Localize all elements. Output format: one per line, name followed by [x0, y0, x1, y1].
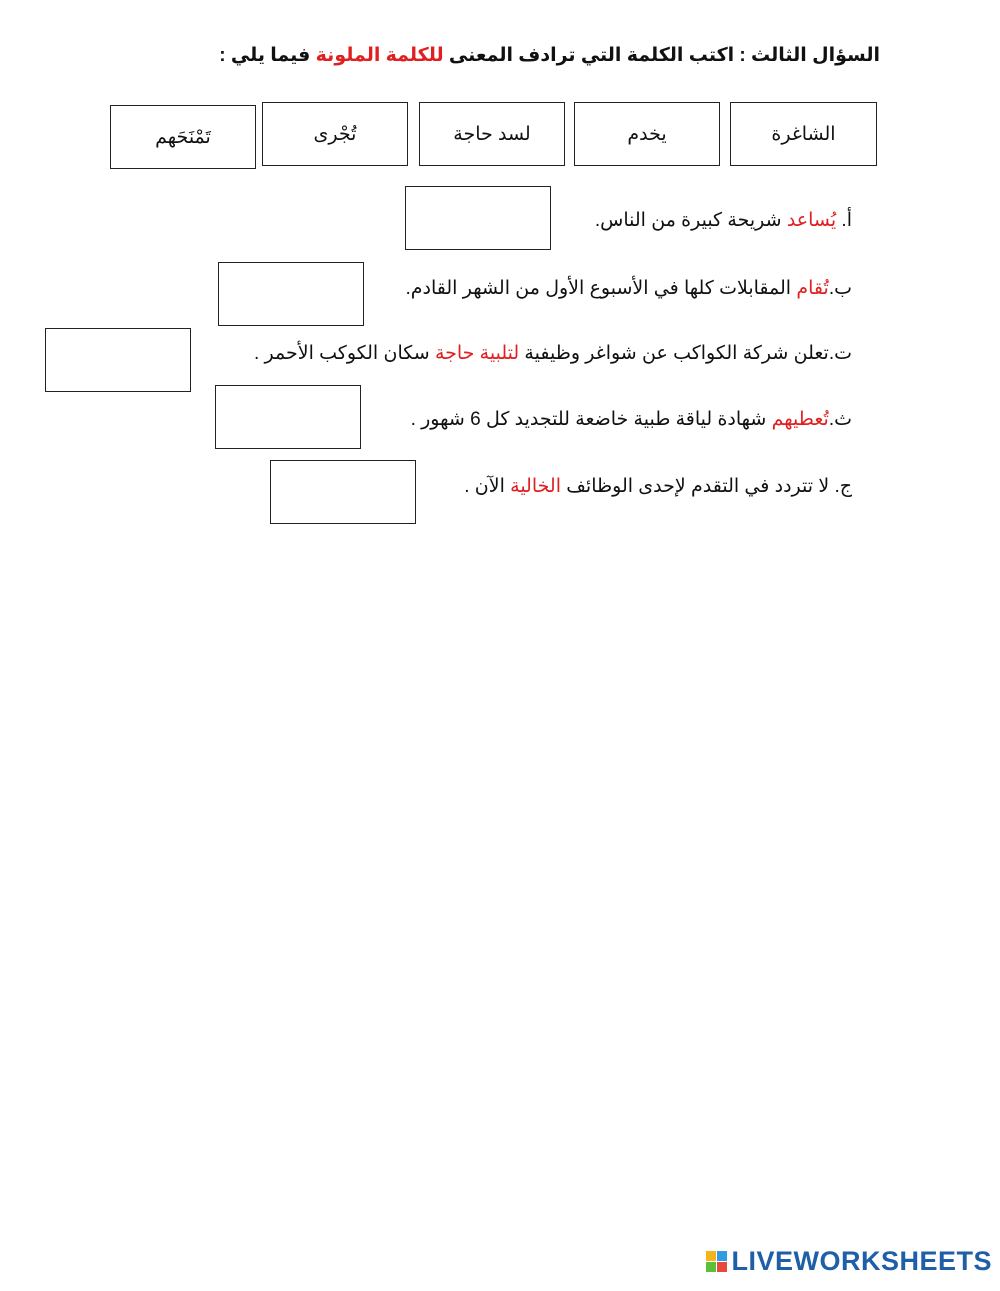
sentence-text: لا تتردد في التقدم لإحدى الوظائف	[560, 476, 835, 497]
brand-name: LIVEWORKSHEETS	[731, 1246, 992, 1276]
sentence-label: ج.	[834, 476, 852, 497]
question-highlight: للكلمة الملونة	[315, 45, 444, 66]
sentence-text: شهادة لياقة طبية خاضعة للتجديد كل 6 شهور .	[410, 409, 772, 430]
sentence-text: سكان الكوكب الأحمر .	[253, 343, 435, 364]
question-heading	[180, 44, 880, 67]
liveworksheets-logo-icon	[706, 1251, 727, 1272]
word-bank-item[interactable]: يخدم	[574, 102, 720, 166]
word-bank-item[interactable]: تَمْنَحَهم	[110, 105, 256, 169]
sentence-highlight: تُقام	[796, 278, 829, 299]
word-bank-item[interactable]: الشاغرة	[730, 102, 877, 166]
question-prefix: السؤال الثالث : اكتب الكلمة التي ترادف المعنى	[443, 45, 880, 66]
answer-box-d[interactable]	[215, 385, 361, 449]
liveworksheets-brand	[706, 1246, 992, 1277]
sentence-text: شريحة كبيرة من الناس.	[594, 210, 787, 231]
word-bank-item[interactable]: تُجْرى	[262, 102, 408, 166]
sentence-text: تعلن شركة الكواكب عن شواغر وظيفية	[519, 343, 829, 364]
sentence-a	[595, 209, 852, 232]
sentence-c	[254, 342, 852, 365]
sentence-d	[411, 408, 852, 431]
answer-box-b[interactable]	[218, 262, 364, 326]
sentence-label: أ.	[836, 210, 852, 231]
answer-box-a[interactable]	[405, 186, 551, 250]
word-bank-item[interactable]: لسد حاجة	[419, 102, 565, 166]
sentence-text: الآن .	[464, 476, 511, 497]
sentence-b	[405, 277, 852, 300]
sentence-highlight: تُعطيهم	[771, 409, 829, 430]
answer-box-e[interactable]	[270, 460, 416, 524]
answer-box-c[interactable]	[45, 328, 191, 392]
sentence-highlight: يُساعد	[786, 210, 837, 231]
sentence-text: المقابلات كلها في الأسبوع الأول من الشهر القادم.	[405, 278, 797, 299]
sentence-e	[464, 475, 852, 498]
sentence-label: ب.	[828, 278, 852, 299]
question-suffix: فيما يلي :	[219, 45, 316, 66]
sentence-highlight: الخالية	[510, 476, 561, 497]
sentence-label: ث.	[828, 409, 852, 430]
sentence-label: ت.	[828, 343, 852, 364]
sentence-highlight: لتلبية حاجة	[434, 343, 520, 364]
